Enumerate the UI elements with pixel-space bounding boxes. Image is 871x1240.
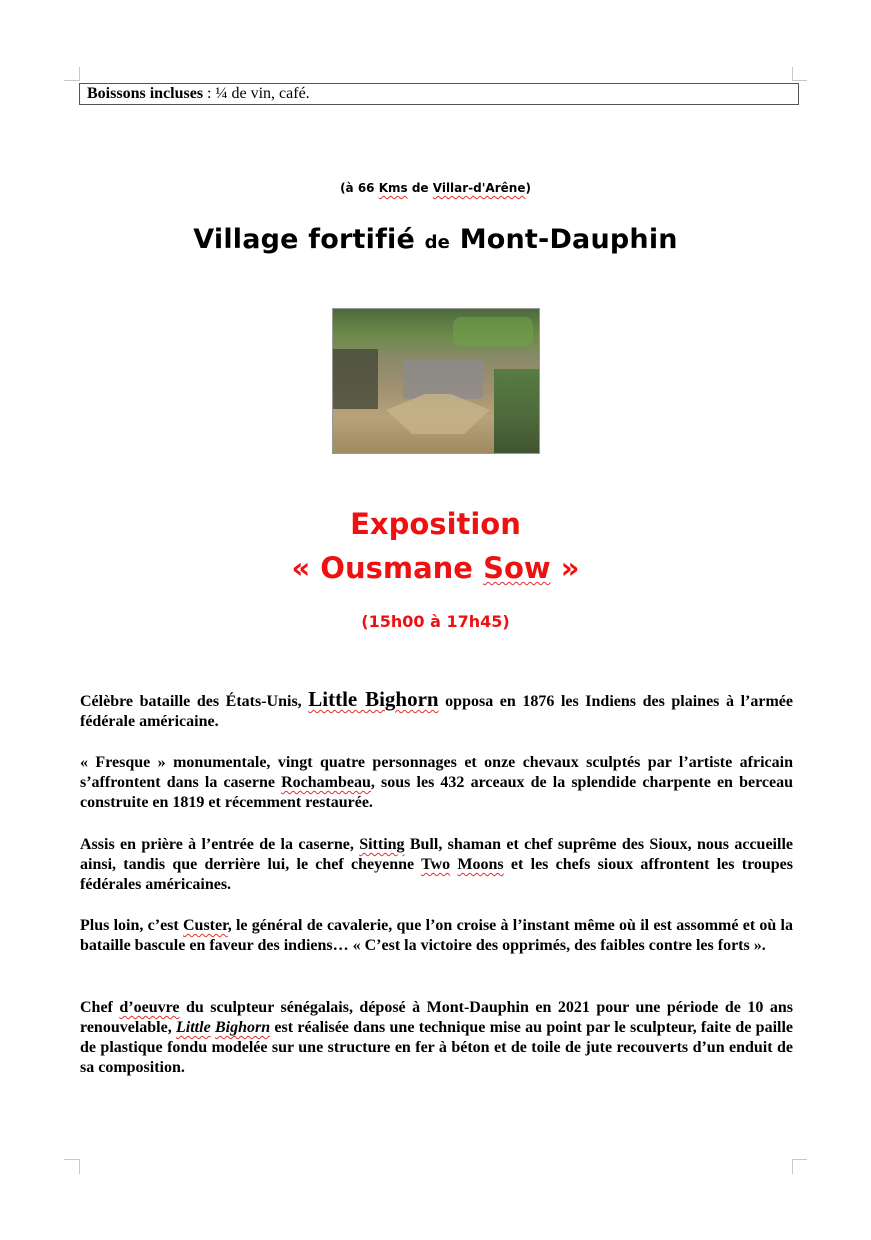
p2-rochambeau: Rochambeau (281, 774, 371, 791)
distance-suffix: ) (525, 181, 531, 195)
p1-before: Célèbre bataille des États-Unis, (80, 693, 309, 710)
p5-little: Little (176, 1019, 211, 1036)
p1-after: opposa en 1876 les Indiens des plaines à l’armée fédérale américaine. (80, 693, 793, 730)
paragraph-custer (80, 916, 793, 956)
p3-after: et les chefs sioux affrontent les troupes fédérales américaines. (80, 856, 794, 893)
artist-surname: Sow (483, 551, 551, 585)
p1-little-bighorn: Little Bighorn (308, 687, 439, 711)
drinks-separator: : (203, 85, 216, 102)
distance-note (0, 181, 871, 195)
artist-suffix: » (550, 551, 580, 585)
p2-after: , sous les 432 arceaux de la splendide charpente en berceau construite en 1819 et récemment restaurée. (80, 774, 793, 811)
paragraph-sitting-bull (80, 835, 793, 895)
title-part1: Village fortifié (193, 224, 425, 255)
page-title (0, 224, 871, 255)
fortress-aerial-photo (332, 308, 540, 454)
p3-sitting: Sitting (359, 836, 405, 853)
exposition-hours: (15h00 à 17h45) (361, 612, 510, 631)
paragraph-battle (80, 689, 793, 732)
p5-bighorn: Bighorn (214, 1019, 271, 1036)
p5-after: est réalisée dans une technique mise au point par le sculpteur, faite de paille de plastique fondu modelée sur une structure en fer à béton et de toile de jute recouverts d’un enduit de sa composition. (80, 1019, 794, 1076)
exposition-artist (0, 551, 871, 585)
drinks-included-box (79, 83, 799, 105)
p3-moons: Moons (457, 856, 504, 873)
p5-mid: du sculpteur sénégalais, déposé à Mont-Dauphin en 2021 pour une période de 10 ans renouvelable, (80, 999, 793, 1036)
distance-prefix: (à 66 (340, 181, 379, 195)
drinks-label: Boissons incluses (87, 85, 204, 102)
paragraph-fresque (80, 753, 793, 813)
p5-before: Chef (80, 999, 120, 1016)
p3-mid1: Bull, shaman et chef suprême des Sioux, nous accueille ainsi, tandis que derrière lui, le chef cheyenne (80, 836, 793, 873)
p4-after: , le général de cavalerie, que l’on croise à l’instant même où il est assommé et où la bataille bascule en faveur des indiens… « C’est la victoire des opprimés, des faibles contre les forts ». (80, 917, 794, 954)
p4-before: Plus loin, c’est (80, 917, 183, 934)
p5-doeuvre: d’oeuvre (119, 999, 180, 1016)
p4-custer: Custer (182, 917, 228, 934)
artist-prefix: « Ousmane (291, 551, 484, 585)
p3-before: Assis en prière à l’entrée de la caserne, (80, 836, 360, 853)
p3-two: Two (421, 856, 451, 873)
paragraph-masterpiece (80, 998, 793, 1078)
p2-before: « Fresque » monumentale, vingt quatre personnages et onze chevaux sculptés par l’artiste africain s’affrontent dans la caserne (80, 754, 793, 791)
distance-place: Villar-d'Arêne (432, 181, 526, 195)
title-part2: de (424, 232, 451, 253)
title-part3: Mont-Dauphin (450, 224, 678, 255)
drinks-value: ¼ de vin, café. (215, 85, 310, 102)
distance-middle: de (407, 181, 433, 195)
distance-kms: Kms (378, 181, 408, 195)
exposition-heading: Exposition (350, 507, 521, 541)
